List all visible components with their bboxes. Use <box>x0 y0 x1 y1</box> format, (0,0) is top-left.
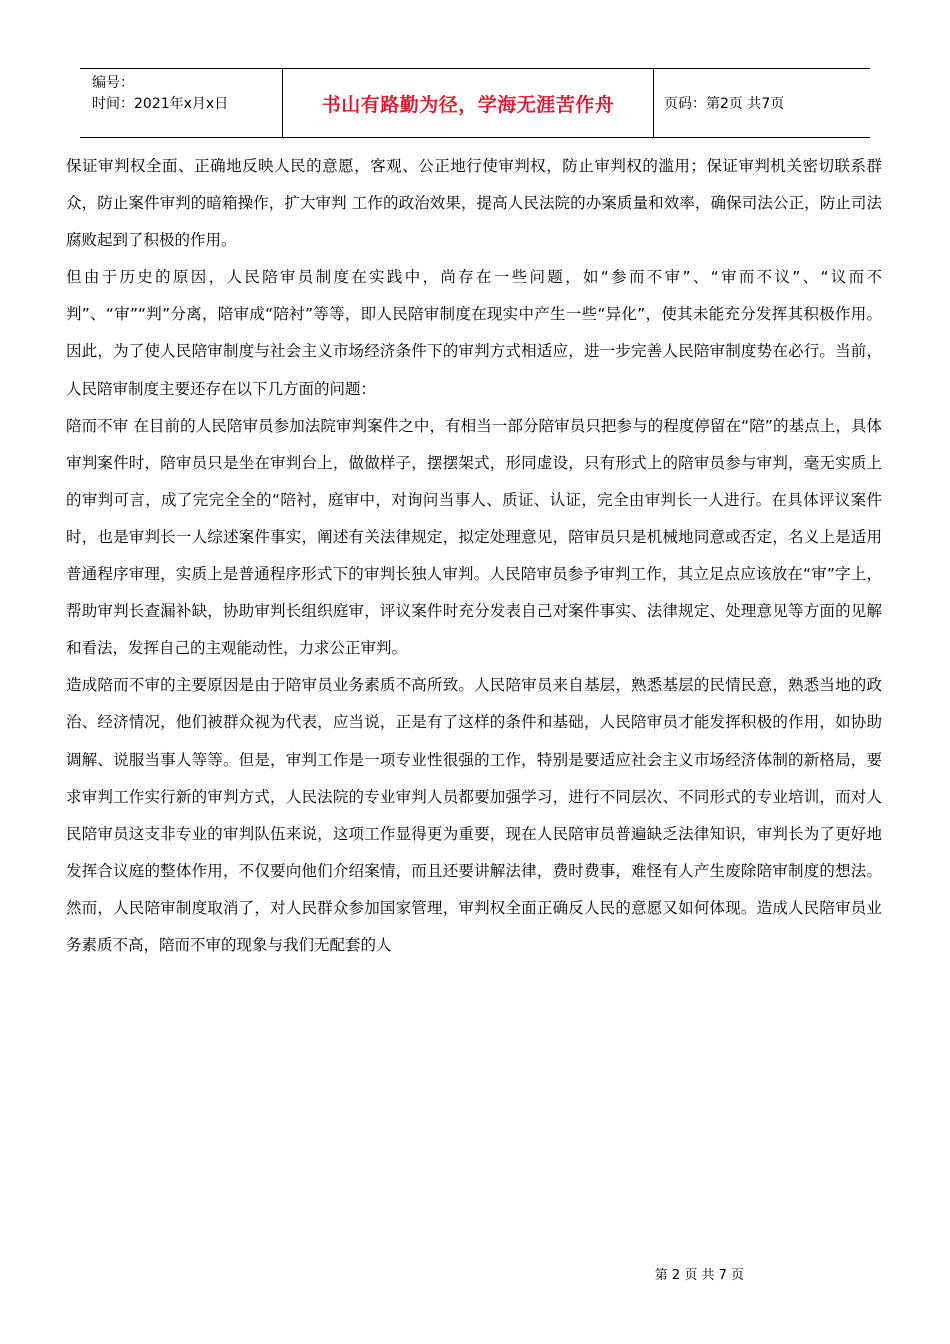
footer-page-number: 第 2 页 共 7 页 <box>654 1268 744 1283</box>
document-header <box>80 68 870 138</box>
paragraph-2: 但由于历史的原因，人民陪审员制度在实践中，尚存在一些问题，如“参而不审”、“审而不议”、“议而不判”、“审”“判”分离，陪审成“陪衬”等等，即人民陪审制度在现实中产生一些“异化”，使其未能充分发挥其积极作用。因此，为了使人民陪审制度与社会主义市场经济条件下的审判方式相适应，进一步完善人民陪审制度势在必行。当前，人民陪审制度主要还存在以下几方面的问题： <box>66 268 882 398</box>
number-label: 编号： <box>92 75 134 91</box>
date-label: 时间：2021年x月x日 <box>92 96 229 112</box>
header-info-cell <box>80 69 283 137</box>
paragraph-1: 保证审判权全面、正确地反映人民的意愿，客观、公正地行使审判权，防止审判权的滥用；保证审判机关密切联系群众，防止案件审判的暗箱操作，扩大审判 工作的政治效果，提高人民法院的办案质量和效率，确保司法公正，防止司法腐败起到了积极的作用。 <box>66 157 882 250</box>
header-page-indicator: 页码：第2页 共7页 <box>664 96 785 112</box>
header-motto: 书山有路勤为径，学海无涯苦作舟 <box>283 69 654 137</box>
paragraph-3: 陪而不审 在目前的人民陪审员参加法院审判案件之中，有相当一部分陪审员只把参与的程度停留在“陪”的基点上，具体审判案件时，陪审员只是坐在审判台上，做做样子，摆摆架式，形同虚设，只有形式上的陪审员参与审判，毫无实质上的审判可言，成了完完全全的“陪衬，庭审中，对询问当事人、质证、认证，完全由审判长一人进行。在具体评议案件时，也是审判长一人综述案件事实，阐述有关法律规定，拟定处理意见，陪审员只是机械地同意或否定，名义上是适用普通程序审理，实质上是普通程序形式下的审判长独人审判。人民陪审员参予审判工作，其立足点应该放在“审”字上，帮助审判长查漏补缺，协助审判长组织庭审，评议案件时充分发表自己对案件事实、法律规定、处理意见等方面的见解和看法，发挥自己的主观能动性，力求公正审判。 <box>66 416 882 658</box>
paragraph-4: 造成陪而不审的主要原因是由于陪审员业务素质不高所致。人民陪审员来自基层，熟悉基层的民情民意，熟悉当地的政治、经济情况，他们被群众视为代表，应当说，正是有了这样的条件和基础，人民陪审员才能发挥积极的作用，如协助调解、说服当事人等等。但是，审判工作是一项专业性很强的工作，特别是要适应社会主义市场经济体制的新格局，要求审判工作实行新的审判方式，人民法院的专业审判人员都要加强学习，进行不同层次、不同形式的专业培训，而对人民陪审员这支非专业的审判队伍来说，这项工作显得更为重要，现在人民陪审员普遍缺乏法律知识，审判长为了更好地发挥合议庭的整体作用，不仅要向他们介绍案情，而且还要讲解法律，费时费事，难怪有人产生废除陪审制度的想法。然而，人民陪审制度取消了，对人民群众参加国家管理，审判权全面正确反人民的意愿又如何体现。造成人民陪审员业务素质不高，陪而不审的现象与我们无配套的人 <box>66 676 882 954</box>
page-footer <box>0 1264 950 1283</box>
document-body <box>66 148 882 964</box>
